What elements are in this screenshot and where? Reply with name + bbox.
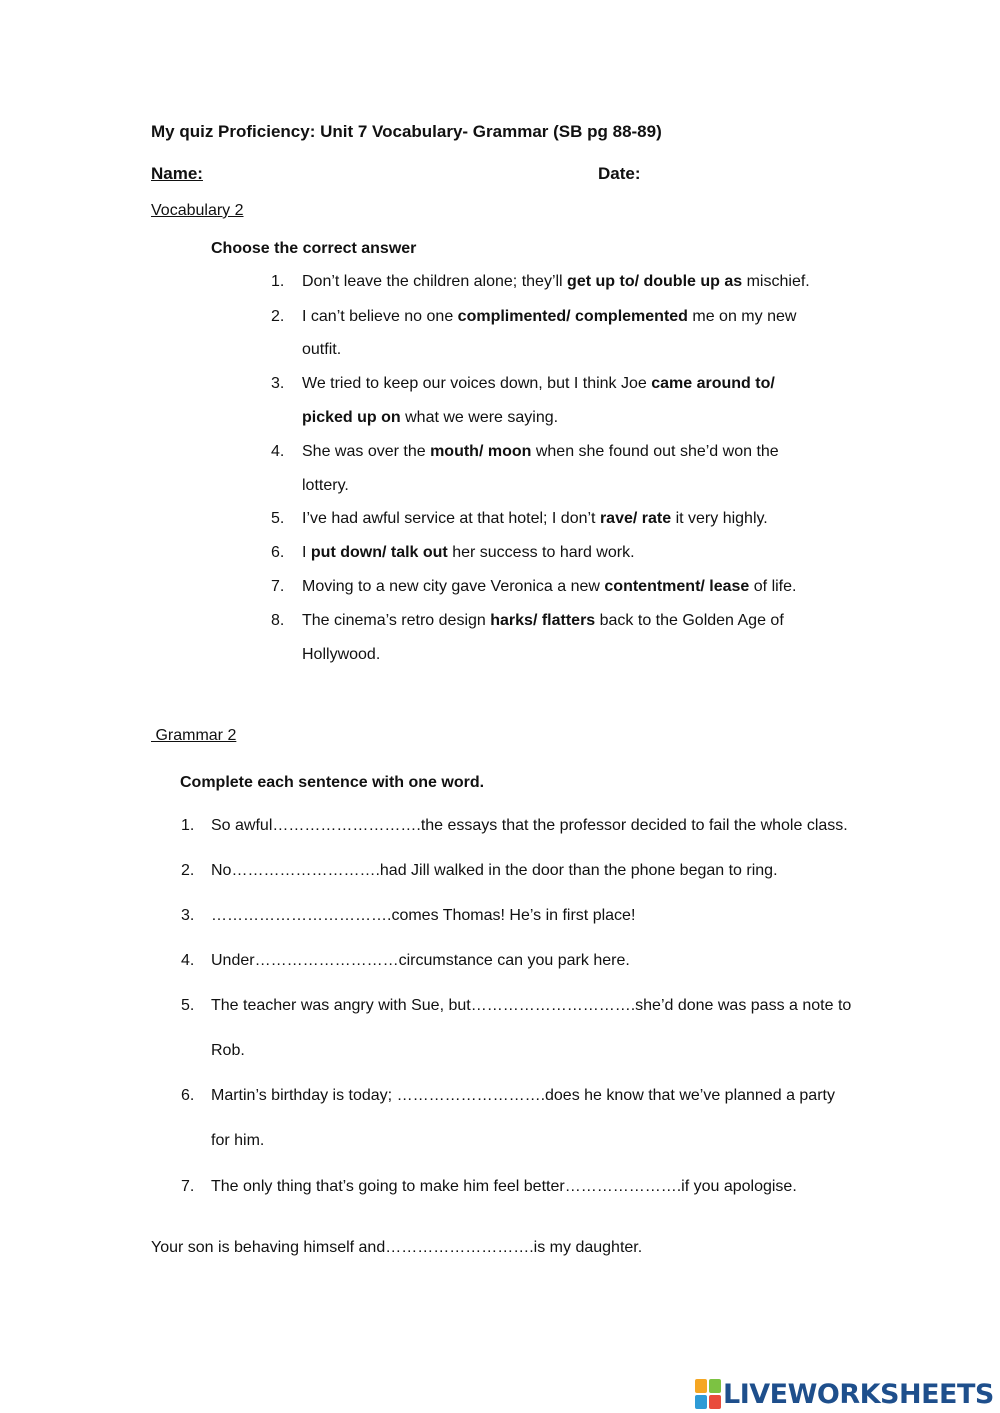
grammar-instruction: Complete each sentence with one word. [180, 774, 485, 791]
logo-block [695, 1395, 707, 1409]
grammar-item-text[interactable]: The teacher was angry with Sue, but………………………….she’d done was pass a note to [211, 997, 852, 1014]
vocabulary-heading: Vocabulary 2 [151, 202, 244, 219]
answer-options[interactable]: came around to/ [651, 375, 775, 392]
vocab-item-continuation: Hollywood. [302, 646, 381, 663]
grammar-item-text[interactable]: The only thing that’s going to make him feel better………………….if you apologise. [211, 1178, 797, 1195]
grammar-item-number: 4. [181, 952, 195, 969]
logo-blocks-icon [695, 1379, 721, 1409]
grammar-item-number: 1. [181, 817, 195, 834]
vocab-item-text: We tried to keep our voices down, but I think Joe came around to/ [302, 375, 775, 392]
final-sentence[interactable]: Your son is behaving himself and……………………….is my daughter. [151, 1239, 643, 1256]
logo-block [709, 1395, 721, 1409]
grammar-item-continuation: Rob. [211, 1042, 245, 1059]
vocab-item-number: 2. [271, 308, 285, 325]
vocab-item-number: 3. [271, 375, 285, 392]
vocab-item-number: 1. [271, 273, 285, 290]
grammar-item-text[interactable]: Under………………………circumstance can you park here. [211, 952, 630, 969]
vocab-item-number: 8. [271, 612, 285, 629]
answer-options[interactable]: contentment/ lease [604, 578, 750, 595]
name-date-line [151, 164, 644, 184]
vocab-item-text: I’ve had awful service at that hotel; I don’t rave/ rate it very highly. [302, 510, 768, 527]
vocab-item-text: The cinema’s retro design harks/ flatters back to the Golden Age of [302, 612, 784, 629]
grammar-item-text[interactable]: …………………………….comes Thomas! He’s in first place! [211, 907, 636, 924]
logo-text: LIVEWORKSHEETS [723, 1378, 994, 1410]
grammar-item-number: 2. [181, 862, 195, 879]
name-label: Name: [151, 164, 203, 183]
grammar-item-text[interactable]: Martin’s birthday is today; ……………………….does he know that we’ve planned a party [211, 1087, 835, 1104]
grammar-item-number: 6. [181, 1087, 195, 1104]
logo-block [695, 1379, 707, 1393]
vocab-item-continuation: lottery. [302, 477, 349, 494]
vocab-item-number: 6. [271, 544, 285, 561]
grammar-item-text[interactable]: No……………………….had Jill walked in the door than the phone began to ring. [211, 862, 778, 879]
answer-options[interactable]: harks/ flatters [490, 612, 596, 629]
answer-options[interactable]: picked up on [302, 409, 401, 426]
answer-options[interactable]: put down/ talk out [310, 544, 448, 561]
vocab-item-number: 4. [271, 443, 285, 460]
vocabulary-instruction: Choose the correct answer [211, 240, 417, 257]
grammar-heading: Grammar 2 [151, 727, 237, 744]
vocab-item-text: Moving to a new city gave Veronica a new contentment/ lease of life. [302, 578, 797, 595]
vocab-item-text: Don’t leave the children alone; they’ll get up to/ double up as mischief. [302, 273, 810, 290]
vocab-item-number: 5. [271, 510, 285, 527]
answer-options[interactable]: mouth/ moon [430, 443, 532, 460]
vocab-item-continuation: outfit. [302, 341, 342, 358]
vocab-item-text: I can’t believe no one complimented/ complemented me on my new [302, 308, 797, 325]
vocab-item-text: She was over the mouth/ moon when she found out she’d won the [302, 443, 779, 460]
grammar-item-number: 5. [181, 997, 195, 1014]
answer-options[interactable]: get up to/ double up as [567, 273, 743, 290]
liveworksheets-logo [695, 1377, 994, 1411]
grammar-item-number: 3. [181, 907, 195, 924]
grammar-item-text[interactable]: So awful……………………….the essays that the professor decided to fail the whole class. [211, 817, 848, 834]
answer-options[interactable]: complimented/ complemented [457, 308, 688, 325]
vocab-item-text: I put down/ talk out her success to hard work. [302, 544, 635, 561]
vocab-item-number: 7. [271, 578, 285, 595]
answer-options[interactable]: rave/ rate [599, 510, 672, 527]
page-title: My quiz Proficiency: Unit 7 Vocabulary- Grammar (SB pg 88-89) [151, 122, 662, 141]
grammar-item-continuation: for him. [211, 1132, 265, 1149]
grammar-item-number: 7. [181, 1178, 195, 1195]
date-label: Date: [598, 164, 641, 183]
logo-block [709, 1379, 721, 1393]
vocab-item-continuation: picked up on what we were saying. [302, 409, 559, 426]
